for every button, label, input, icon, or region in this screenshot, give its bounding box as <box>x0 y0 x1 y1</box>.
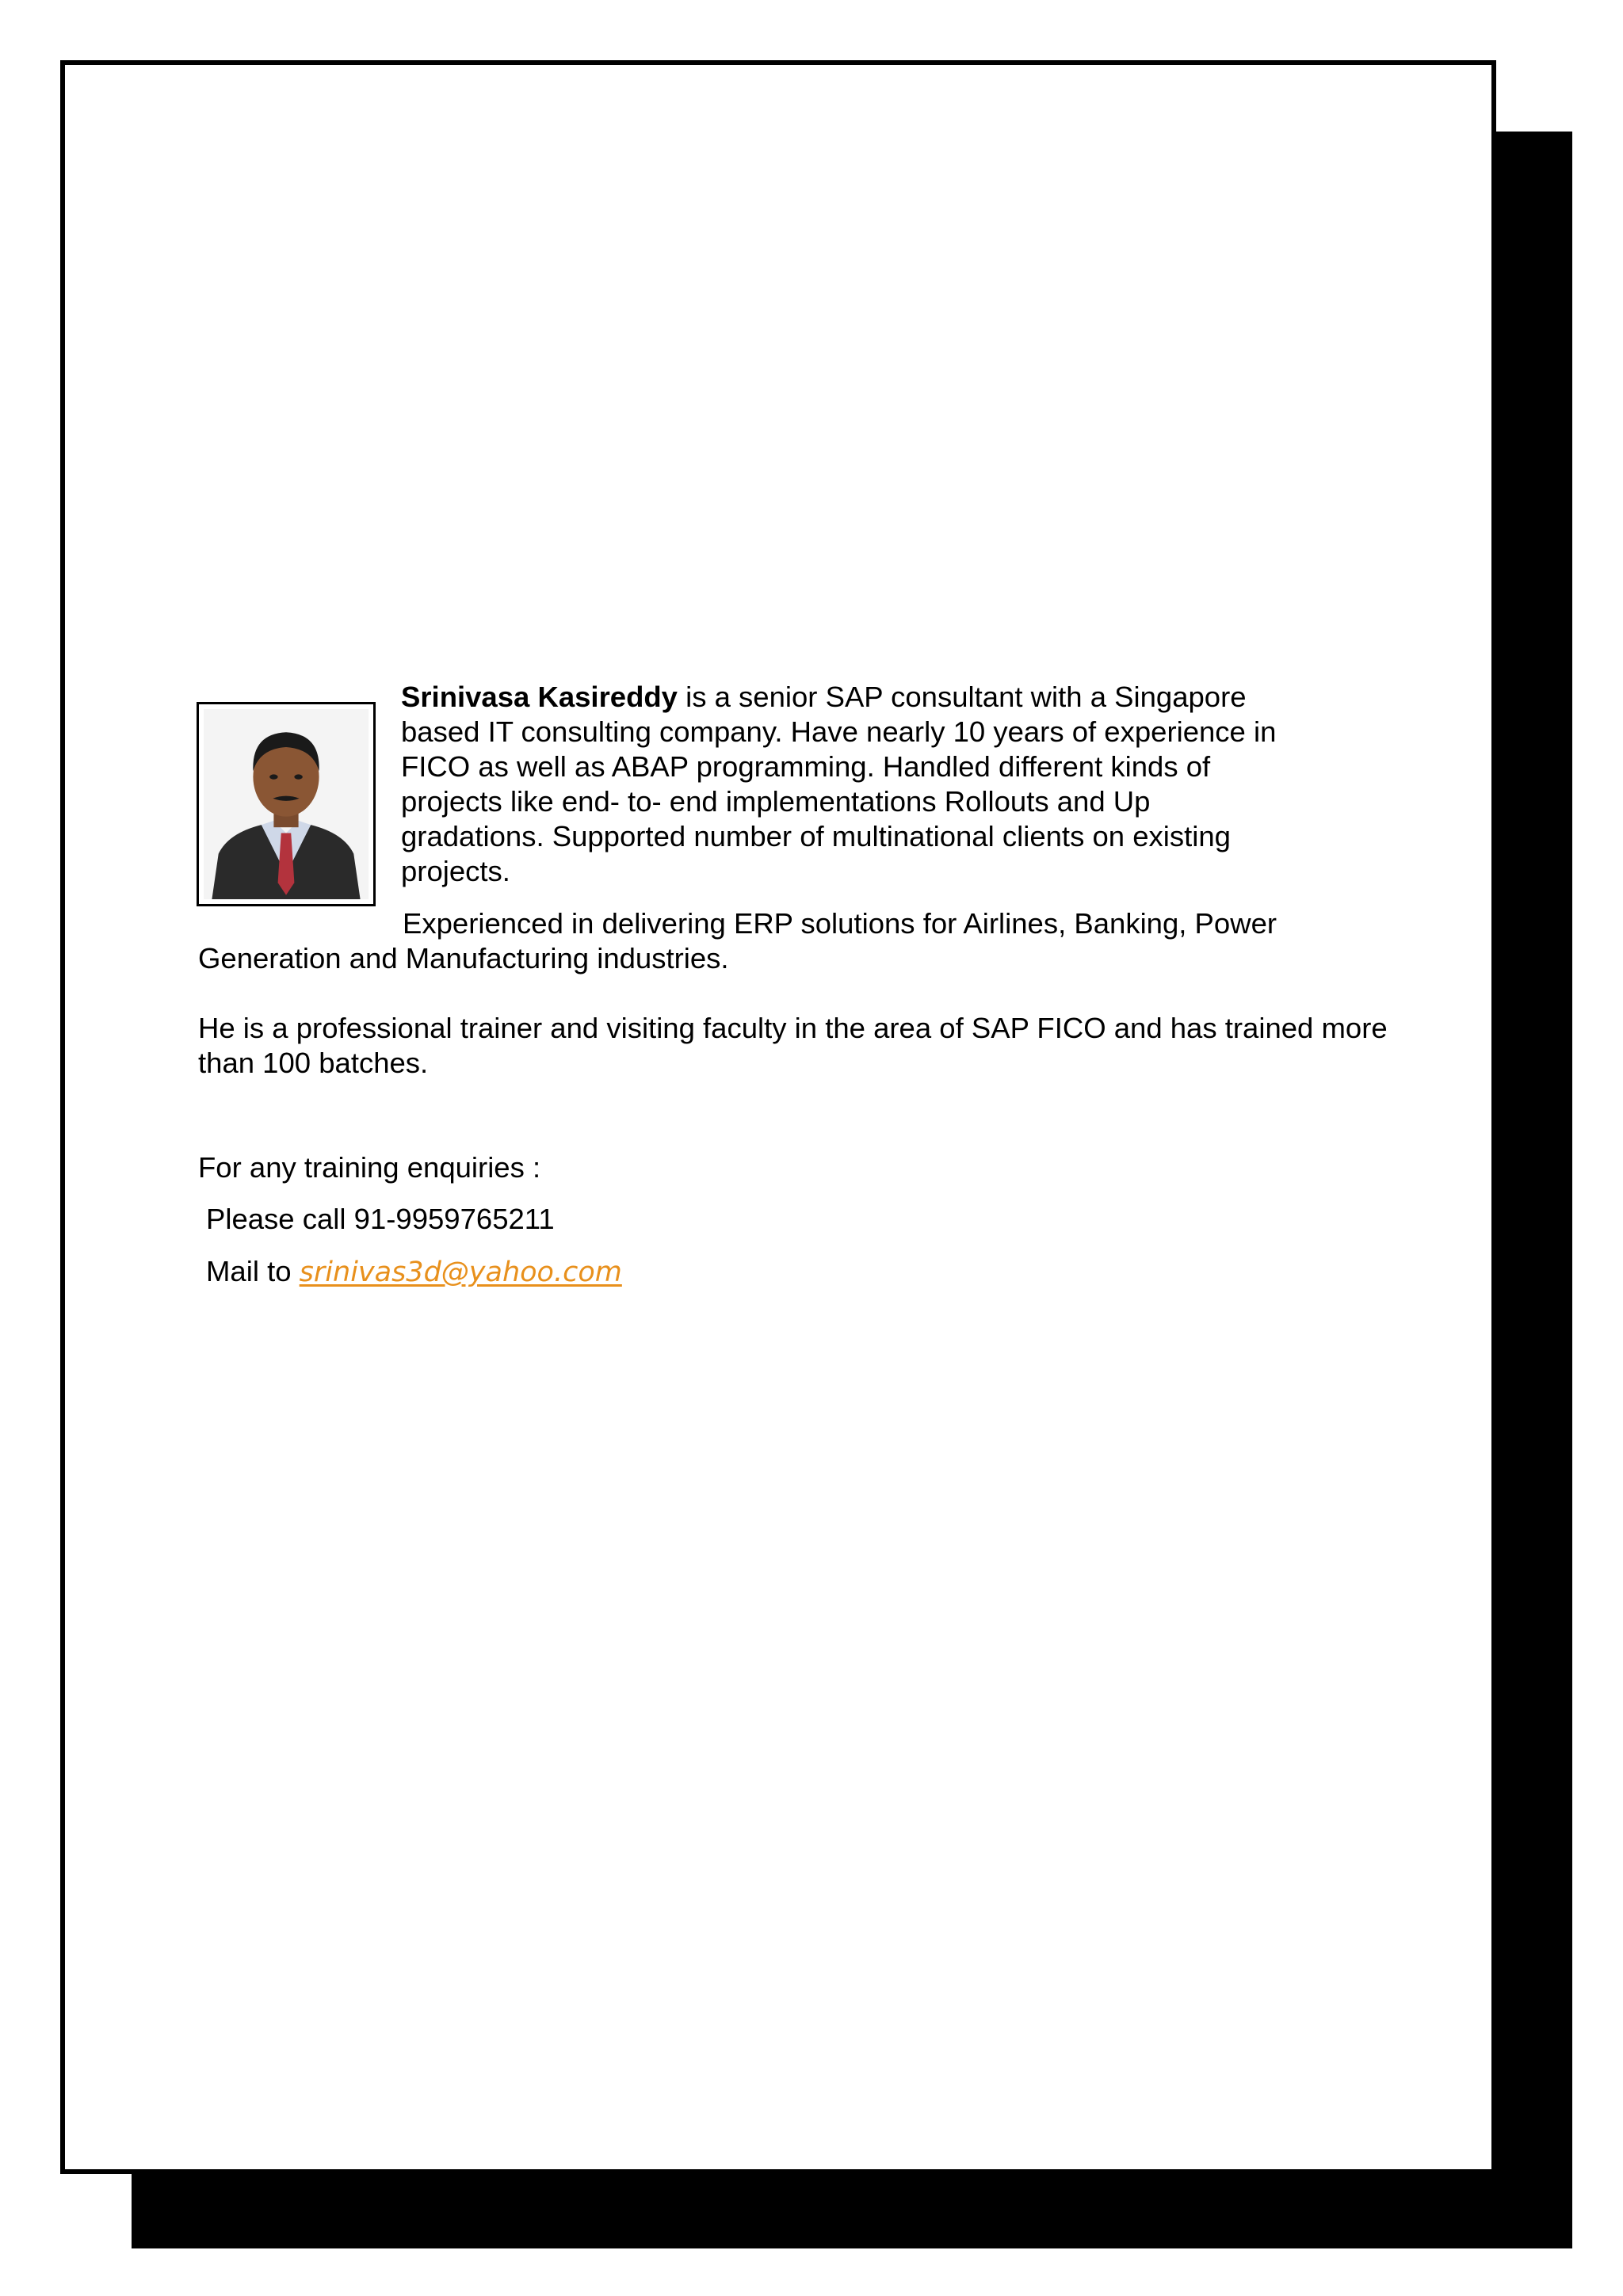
bio-intro-text: is a senior SAP consultant with a Singapore based IT consulting company. Have nearly 10 years of experience in FICO as well as ABAP programming. Handled different kinds of projects like end- to- end implementations Rollouts and Up gradations. Supported number of multinational clients on existing projects. <box>401 681 1277 887</box>
bio-trainer: He is a professional trainer and visiting faculty in the area of SAP FICO and has trained more than 100 batches. <box>198 1012 1388 1079</box>
email-link[interactable]: srinivas3d@yahoo.com <box>299 1257 622 1288</box>
person-portrait-icon <box>204 709 369 899</box>
mail-prefix: Mail to <box>206 1255 300 1287</box>
profile-content <box>198 680 1403 1290</box>
bio-industries-text: Experienced in delivering ERP solutions for Airlines, Banking, Power Generation and Manufacturing industries. <box>198 907 1277 974</box>
call-line: Please call 91-9959765211 <box>206 1203 555 1235</box>
person-name: Srinivasa Kasireddy <box>401 681 678 713</box>
bio-industries <box>198 906 1331 976</box>
mail-line <box>206 1254 1403 1290</box>
profile-photo <box>197 702 376 906</box>
enquiries-title: For any training enquiries : <box>198 1151 541 1184</box>
